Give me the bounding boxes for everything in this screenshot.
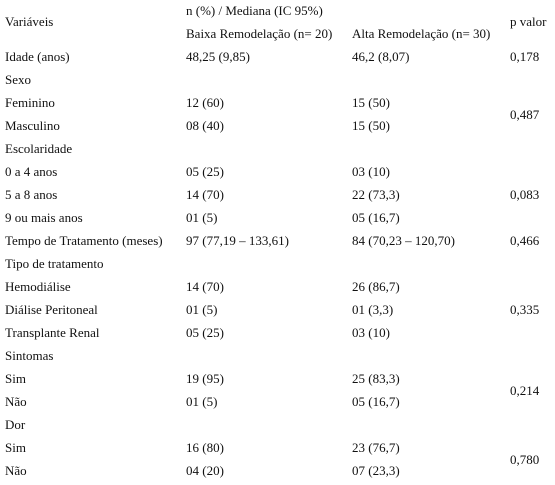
baixa-value: 14 (70) [186,187,224,202]
baixa-value: 04 (20) [186,463,224,478]
row-label: Dor [5,417,26,432]
alta-value: 05 (16,7) [352,394,400,409]
alta-value: 15 (50) [352,118,390,133]
row-label: Tipo de tratamento [5,256,104,271]
baixa-value: 05 (25) [186,325,224,340]
row-label: Sexo [5,72,31,87]
baixa-value: 01 (5) [186,210,218,225]
row-label: Escolaridade [5,141,73,156]
p-value: 0,083 [510,187,540,202]
row-label: Feminino [5,95,55,110]
baixa-value: 01 (5) [186,302,218,317]
row-label: 0 a 4 anos [5,164,58,179]
baixa-value: 12 (60) [186,95,224,110]
row-label: Transplante Renal [5,325,100,340]
row-label: Não [5,463,27,478]
baixa-value: 97 (77,19 – 133,61) [186,233,289,248]
p-value: 0,335 [510,302,540,317]
p-value: 0,178 [510,49,540,64]
row-label: Sim [5,440,26,455]
row-label: Não [5,394,27,409]
alta-value: 25 (83,3) [352,371,400,386]
baixa-value: 08 (40) [186,118,224,133]
header-group: n (%) / Mediana (IC 95%) [186,3,323,18]
alta-value: 84 (70,23 – 120,70) [352,233,455,248]
alta-value: 23 (76,7) [352,440,400,455]
row-label: Diálise Peritoneal [5,302,98,317]
row-label: Masculino [5,118,60,133]
row-label: Idade (anos) [5,49,70,64]
alta-value: 03 (10) [352,164,390,179]
header-variaveis: Variáveis [5,14,54,29]
alta-value: 01 (3,3) [352,302,394,317]
baixa-value: 19 (95) [186,371,224,386]
header-alta: Alta Remodelação (n= 30) [352,26,491,41]
alta-value: 07 (23,3) [352,463,400,478]
alta-value: 26 (86,7) [352,279,400,294]
alta-value: 22 (73,3) [352,187,400,202]
baixa-value: 01 (5) [186,394,218,409]
row-label: Tempo de Tratamento (meses) [5,233,163,248]
header-baixa: Baixa Remodelação (n= 20) [186,26,333,41]
alta-value: 05 (16,7) [352,210,400,225]
baixa-value: 05 (25) [186,164,224,179]
alta-value: 46,2 (8,07) [352,49,410,64]
alta-value: 15 (50) [352,95,390,110]
p-value: 0,780 [510,452,540,467]
p-value: 0,487 [510,107,540,122]
row-label: 9 ou mais anos [5,210,83,225]
row-label: Sintomas [5,348,54,363]
p-value: 0,214 [510,383,540,398]
p-value: 0,466 [510,233,540,248]
row-label: Hemodiálise [5,279,71,294]
baixa-value: 14 (70) [186,279,224,294]
header-p-valor: p valor [510,14,547,29]
baixa-value: 48,25 (9,85) [186,49,250,64]
alta-value: 03 (10) [352,325,390,340]
row-label: Sim [5,371,26,386]
baixa-value: 16 (80) [186,440,224,455]
row-label: 5 a 8 anos [5,187,58,202]
